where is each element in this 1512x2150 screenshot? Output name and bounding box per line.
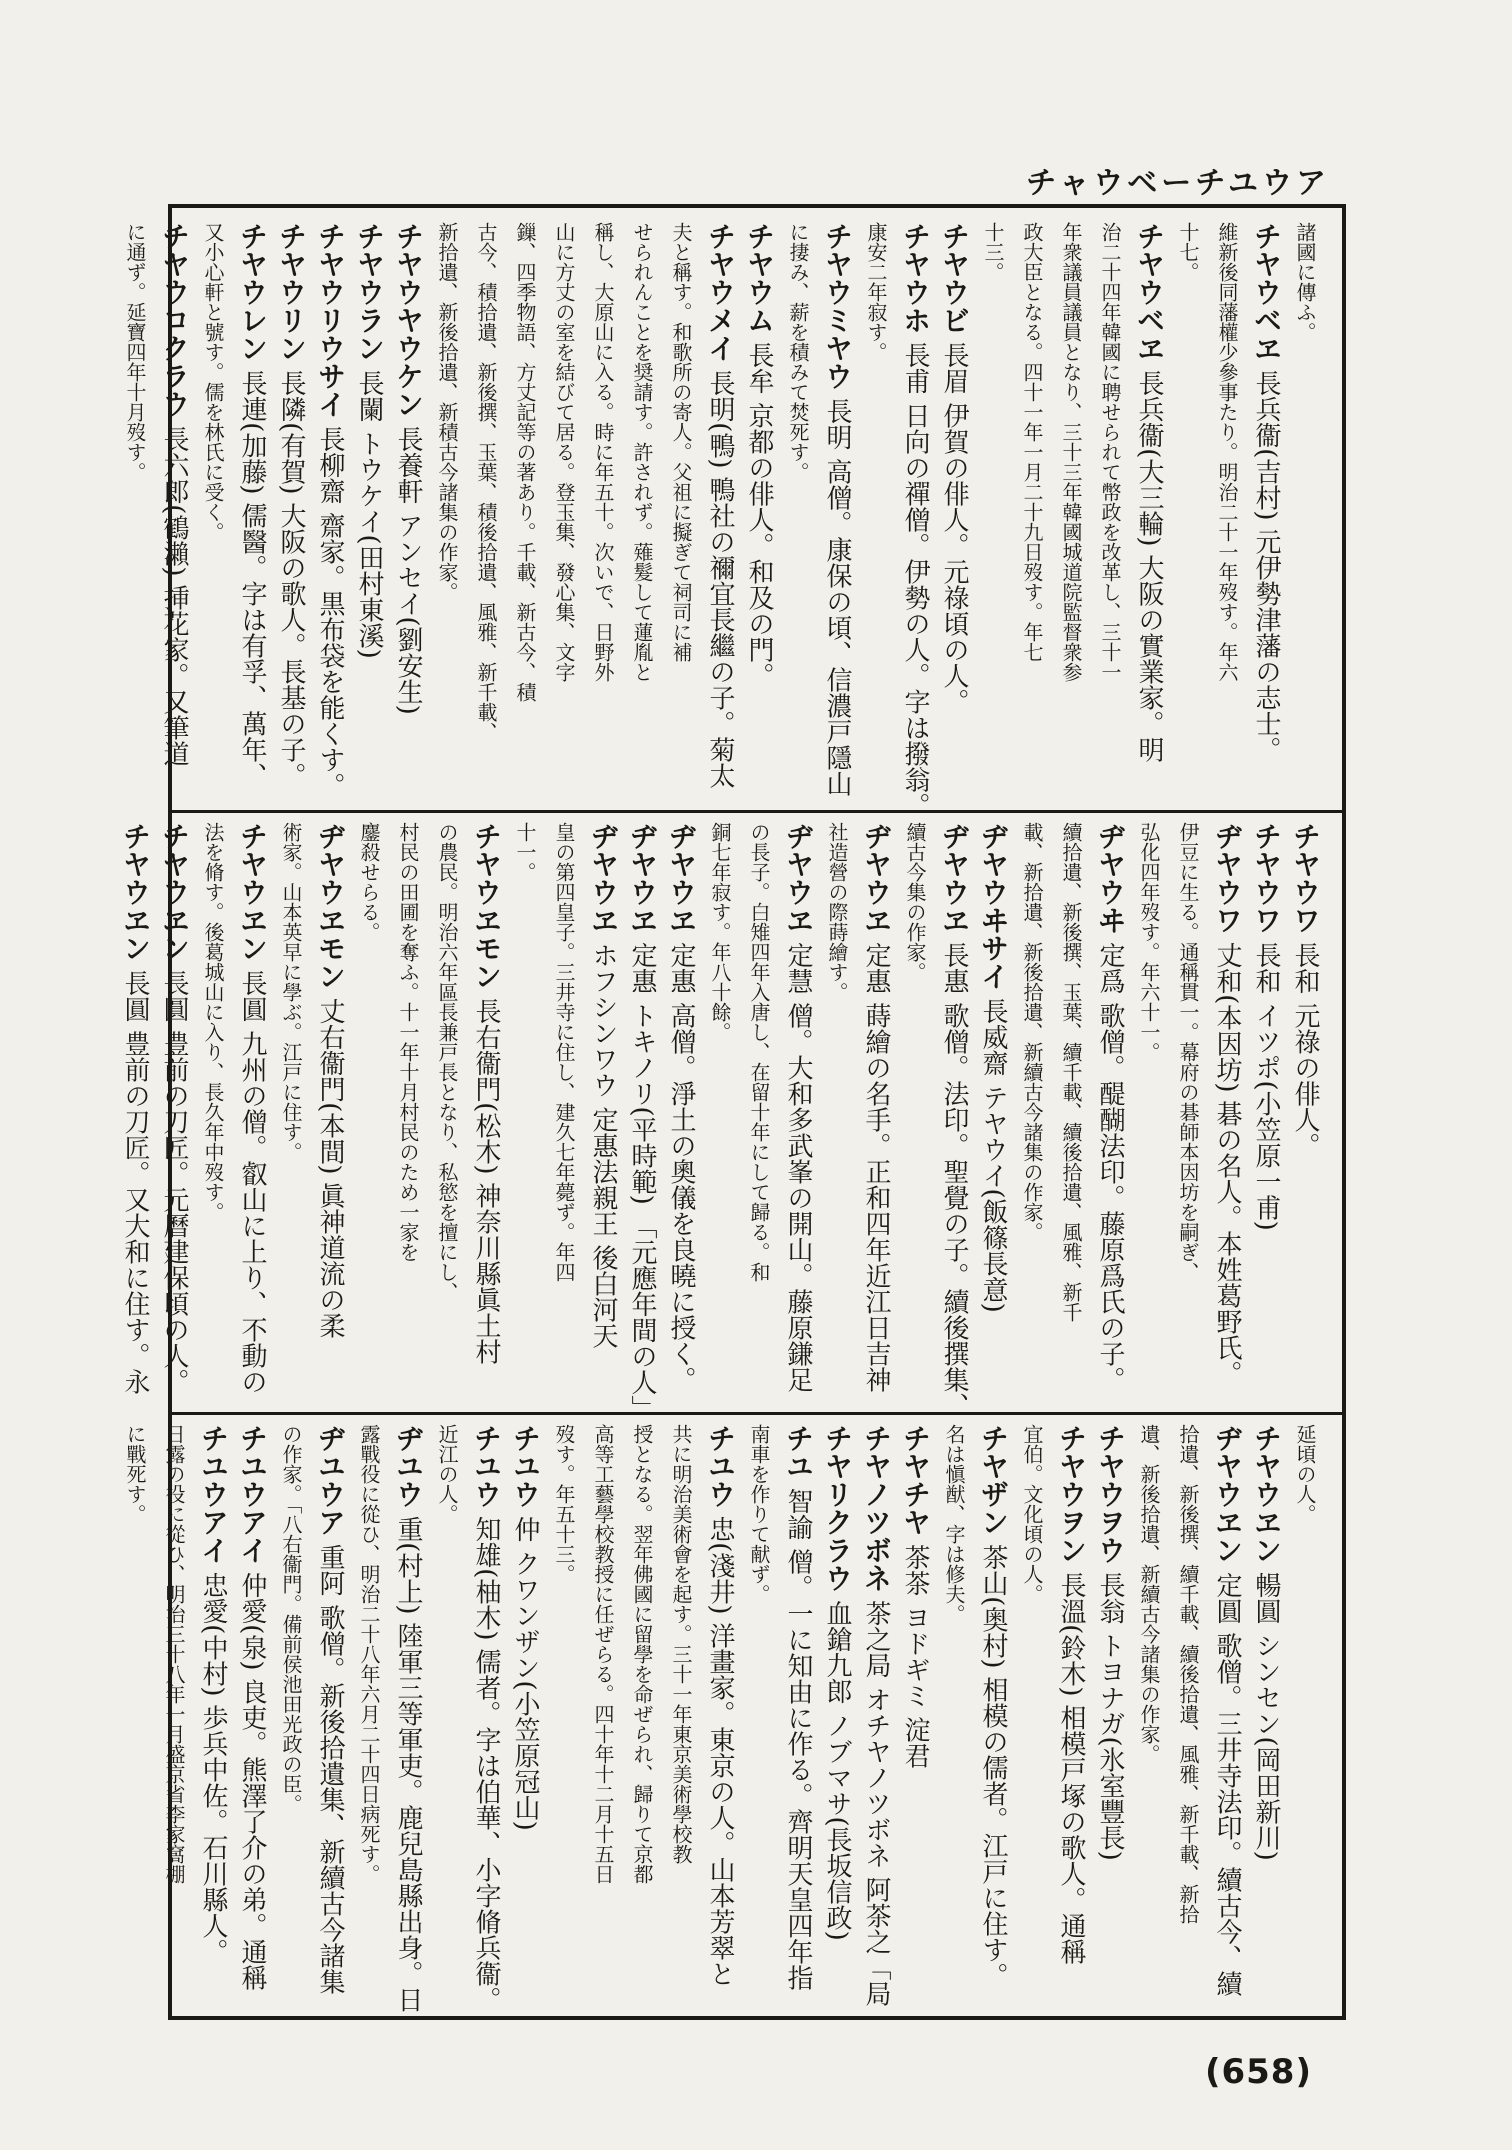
entry-line (584, 822, 622, 1349)
dictionary-page-frame (119, 204, 1346, 2020)
entry-line (155, 822, 193, 1395)
entry-text: 長惠 歌僧。法印。聖覺の子。續後撰集、 (939, 934, 969, 1419)
entry-continuation (545, 822, 583, 1282)
entry-line (857, 822, 895, 1393)
entry-continuation (623, 1424, 661, 1884)
entry-line (974, 822, 1012, 1313)
entry-continuation (1013, 822, 1051, 1242)
entry-text: 高等工藝學校教授に任ぜらる。四十年十二月十五日 (591, 1424, 615, 1884)
entry-text: 又小心軒と號す。儒を林氏に受く。 (201, 222, 225, 542)
entry-line (779, 822, 817, 1393)
entry-text: の農民。明治六年區長兼戸長となり、私慾を擅にし、 (435, 822, 459, 1302)
entry-line (233, 1424, 271, 1991)
entry-text: 茶山(奥村) 相模の儒者。江戸に住す。 (978, 1536, 1008, 1989)
entry-text: 銅七年寂す。年八十餘。 (708, 822, 732, 1042)
entry-text: 鏁、四季物語、方丈記等の著あり。千載、新古今、積 (513, 222, 537, 702)
entry-continuation (1052, 822, 1090, 1322)
entry-continuation (584, 222, 622, 682)
entry-headword: チヤウメイ (704, 222, 737, 362)
entry-text: 長隣(有賀) 大阪の歌人。長基の子。 (276, 362, 306, 789)
entry-text: 長養軒 アンセイ(劉安生) (393, 418, 423, 715)
entry-headword: チユウアイ (236, 1424, 269, 1564)
entry-headword: チヤリクラウ (821, 1424, 854, 1592)
entry-headword: チヤウベヱ (1250, 222, 1283, 362)
entry-headword: チヤウリウサイ (314, 222, 347, 418)
entry-headword: チユウ (509, 1424, 542, 1508)
entry-text: 丈右衞門(本間) 眞神道流の柔 (315, 990, 345, 1339)
entry-text: 長威齋 テヤウイ(飯篠長意) (978, 990, 1008, 1313)
entry-line (1208, 822, 1246, 1387)
entry-text: 政大臣となる。四十一年一月二十九日歿す。年七 (1020, 222, 1044, 662)
running-head: チャウベーチユウア (1026, 166, 1330, 201)
entry-text: 十三。 (981, 222, 1005, 282)
entry-text: 長右衞門(松木) 神奈川縣眞土村 (471, 990, 501, 1365)
entry-headword: チヤノツボネ (860, 1424, 893, 1592)
entry-text: 伊豆に生る。通稱貫一。幕府の碁師本因坊を嗣ぎ、 (1176, 822, 1200, 1282)
entry-headword: ヂヤウヱ (938, 822, 971, 934)
entry-text: 村民の田圃を奪ふ。十一年十月村民のため一家を (396, 822, 420, 1262)
entry-headword: ヂヤウヱ (587, 822, 620, 934)
entry-continuation (272, 1424, 310, 1814)
entry-continuation (1169, 1424, 1207, 1924)
entry-headword: ヂユウ (392, 1424, 425, 1508)
entry-line (779, 1424, 817, 1991)
entry-text: 忠愛(中村) 歩兵中佐。石川縣人。 (198, 1564, 228, 1965)
entry-text: 定圓 歌僧。三井寺法印。續古今、續 (1212, 1564, 1242, 1997)
entry-text: 日露の役に從ひ、明治三十八年一月盛京省李家窩棚 (162, 1424, 186, 1884)
entry-continuation (584, 1424, 622, 1884)
entry-text: 治二十四年韓國に聘せられて幣政を改革し、三十一 (1098, 222, 1122, 682)
entry-continuation (116, 1424, 154, 1524)
entry-text: 社造營の際蒔繪す。 (825, 822, 849, 1002)
entry-text: 載、新拾遺、新後拾遺、新續古今諸集の作家。 (1020, 822, 1044, 1242)
tier-middle (119, 822, 1324, 1422)
entry-text: に捿み、薪を積みて焚死す。 (786, 222, 810, 482)
entry-text: 續拾遺、新後撰、玉葉、續千載、續後拾遺、風雅、新千 (1059, 822, 1083, 1322)
entry-line (389, 1424, 427, 2013)
entry-headword: チヤウヲン (1055, 1424, 1088, 1564)
entry-headword: ヂヤウワ (1211, 822, 1244, 934)
entry-line (896, 1424, 934, 1769)
entry-text: 授となる。翌年佛國に留學を命ぜられ、歸りて京都 (630, 1424, 654, 1884)
entry-text: 遺、新後拾遺、新續古今諸集の作家。 (1137, 1424, 1161, 1764)
entry-headword: チユウ (470, 1424, 503, 1508)
tier-divider (172, 810, 1342, 813)
entry-text: 法を脩す。後葛城山に入り、長久年中歿す。 (201, 822, 225, 1222)
entry-continuation (116, 222, 154, 482)
entry-line (701, 1424, 739, 1987)
entry-continuation (1130, 822, 1168, 1062)
entry-continuation (662, 222, 700, 662)
entry-continuation (779, 222, 817, 482)
entry-continuation (662, 1424, 700, 1864)
entry-text: 長翁 トヨナガ(氷室豐長) (1095, 1564, 1125, 1861)
entry-line (1247, 822, 1285, 1231)
entry-line (1247, 1424, 1285, 1861)
entry-text: 定爲 歌僧。醍醐法印。藤原爲氏の子。 (1095, 934, 1125, 1393)
entry-continuation (506, 822, 544, 882)
entry-text: 長溫(鈴木) 相模戸塚の歌人。通稱 (1056, 1564, 1086, 1965)
tier-top (123, 222, 1324, 819)
entry-continuation (155, 1424, 193, 1884)
entry-text: 重(村上) 陸軍三等軍吏。鹿兒島縣出身。日 (393, 1508, 423, 2013)
entry-headword: ヂヤウヱ (665, 822, 698, 934)
entry-continuation (935, 1424, 973, 1624)
entry-continuation (740, 1424, 778, 1604)
entry-continuation (896, 822, 934, 982)
entry-line (233, 222, 271, 789)
entry-text: 歿す。年五十三。 (552, 1424, 576, 1584)
entry-headword: チヤウロクラウ (158, 222, 191, 418)
entry-continuation (740, 822, 778, 1282)
entry-text: 稱し、大原山に入る。時に年五十。次いで、日野外 (591, 222, 615, 682)
entry-text: ホフシンワウ 定惠法親王 後白河天 (588, 934, 618, 1349)
entry-continuation (1013, 1424, 1051, 1604)
entry-headword: チヤウヤウケン (392, 222, 425, 418)
entry-headword: ヂヤウヱモン (314, 822, 347, 990)
entry-text: 十一。 (513, 822, 537, 882)
entry-headword: ヂヤウヱ (782, 822, 815, 934)
entry-headword: ヂヤウヱ (860, 822, 893, 934)
entry-text: 長眉 伊賀の俳人。元祿頃の人。 (939, 334, 969, 715)
tier-divider (172, 1412, 1342, 1415)
entry-headword: ヂヤウヰサイ (977, 822, 1010, 990)
entry-headword: チヤウミヤウ (821, 222, 854, 390)
entry-line (311, 1424, 349, 1995)
entry-headword: チヤウワ (1250, 822, 1283, 934)
entry-text: 維新後同藩權少參事たり。明治二十一年歿す。年六 (1215, 222, 1239, 682)
entry-text: 古今、積拾遺、新後撰、玉葉、積後拾遺、風雅、新千載、 (474, 222, 498, 742)
entry-text: 長圓 九州の僧。叡山に上り、不動の (237, 962, 267, 1395)
entry-line (311, 222, 349, 799)
entry-line (974, 1424, 1012, 1989)
entry-text: 南車を作りて献ず。 (747, 1424, 771, 1604)
entry-text: 長闌 トウケイ(田村東溪) (354, 362, 384, 659)
entry-text: 知雄(柚木) 儒者。字は伯華、小字脩兵衞。 (471, 1508, 501, 2013)
page-number: (658) (1204, 2052, 1312, 2092)
entry-continuation (1130, 1424, 1168, 1764)
entry-line (311, 822, 349, 1339)
entry-headword: チヤウヱン (158, 822, 191, 962)
entry-line (662, 822, 700, 1393)
entry-text: 長圓 豊前の刀匠。又大和に住す。永 (120, 962, 150, 1395)
entry-headword: ヂヤウヰ (1094, 822, 1127, 934)
entry-text: 丈和(本因坊) 碁の名人。本姓葛野氏。 (1212, 934, 1242, 1387)
entry-text: に通ず。延寶四年十月歿す。 (123, 222, 147, 482)
entry-text: 皇の第四皇子。三井寺に住し、建久七年薨ず。年四 (552, 822, 576, 1282)
entry-headword: チヤウレン (236, 222, 269, 362)
entry-line (194, 1424, 232, 1965)
entry-text: 血鎗九郎 ノブマサ(長坂信政) (822, 1592, 852, 1941)
entry-text: 鏖殺せらる。 (357, 822, 381, 942)
entry-line (350, 222, 388, 659)
entry-headword: チヤウワ (1289, 822, 1322, 934)
entry-text: 茶茶 ヨドギミ 淀君 (900, 1536, 930, 1769)
entry-text: 康安二年寂す。 (864, 222, 888, 362)
entry-line (1091, 1424, 1129, 1861)
entry-continuation (194, 822, 232, 1222)
entry-line (155, 222, 193, 767)
entry-text: 定惠 蒔繪の名手。正和四年近江日吉神 (861, 934, 891, 1393)
entry-line (740, 222, 778, 689)
entry-continuation (428, 222, 466, 602)
entry-text: 暢圓 シンセン(岡田新川) (1251, 1564, 1281, 1861)
entry-text: 新拾遺、新後拾遺、新積古今諸集の作家。 (435, 222, 459, 602)
entry-continuation (350, 822, 388, 942)
entry-continuation (1286, 1424, 1324, 1524)
entry-line (1286, 822, 1324, 1159)
entry-text: 仲 クワンザン(小笠原冠山) (510, 1508, 540, 1831)
entry-line (701, 222, 739, 789)
entry-line (1091, 822, 1129, 1393)
entry-continuation (1013, 222, 1051, 662)
entry-line (935, 222, 973, 715)
entry-text: 名は愼猷、字は修夫。 (942, 1424, 966, 1624)
entry-headword: チヤウヱモン (470, 822, 503, 990)
entry-headword: チヤウヲウ (1094, 1424, 1127, 1564)
entry-text: 長六郎(鶴瀨) 挿花家。又筆道 (159, 418, 189, 767)
entry-continuation (389, 822, 427, 1262)
entry-text: の長子。白雉四年入唐し、在留十年にして歸る。和 (747, 822, 771, 1282)
entry-headword: ヂヤウヱ (626, 822, 659, 934)
entry-continuation (428, 1424, 466, 1524)
entry-text: 續古今集の作家。 (903, 822, 927, 982)
entry-text: 長兵衞(大三輪) 大阪の實業家。明 (1134, 362, 1164, 763)
entry-text: 定慧 僧。大和多武峯の開山。藤原鎌足 (783, 934, 813, 1393)
entry-headword: チヤウム (743, 222, 776, 334)
entry-text: 仲愛(泉) 良吏。熊澤了介の弟。通稱 (237, 1564, 267, 1991)
entry-headword: チユウアイ (197, 1424, 230, 1564)
tier-bottom (123, 1424, 1324, 2013)
entry-text: 山に方丈の室を結びて居る。登玉集、發心集、文字 (552, 222, 576, 682)
entry-line (1247, 222, 1285, 763)
entry-continuation (194, 222, 232, 542)
entry-text: 長連(加藤) 儒醫。字は有孚、萬年、 (237, 362, 267, 789)
entry-line (857, 1424, 895, 2007)
entry-continuation (1208, 222, 1246, 682)
entry-continuation (506, 222, 544, 702)
entry-text: 茶之局 オチヤノツボネ 阿茶之「局 (861, 1592, 891, 2007)
entry-line (623, 822, 661, 1421)
entry-text: 長和 元祿の俳人。 (1290, 934, 1320, 1159)
entry-text: 年衆議員議員となり、三十三年韓國城道院監督衆参 (1059, 222, 1083, 682)
entry-headword: チヤウリン (275, 222, 308, 362)
entry-text: に戰死す。 (123, 1424, 147, 1524)
entry-text: の作家。「八右衞門。備前侯池田光政の臣。 (279, 1424, 303, 1814)
entry-text: 弘化四年歿す。年六十一。 (1137, 822, 1161, 1062)
entry-text: 長明 高僧。康保の頃、信濃戸隱山 (822, 390, 852, 797)
entry-continuation (974, 222, 1012, 282)
entry-headword: チヤザン (977, 1424, 1010, 1536)
entry-continuation (701, 822, 739, 1042)
entry-text: 長兵衞(吉村) 元伊勢津藩の志士。 (1251, 362, 1281, 763)
entry-text: せられんことを奨請す。許されず。薙髮して蓮胤と (630, 222, 654, 682)
entry-continuation (818, 822, 856, 1002)
entry-text: 諸國に傳ふ。 (1293, 222, 1317, 342)
entry-text: 忠(淺井) 洋畫家。東京の人。山本芳翠と (705, 1508, 735, 1987)
entry-continuation (1169, 222, 1207, 282)
entry-text: 拾遺、新後撰、續千載、續後拾遺、風雅、新千載、新拾 (1176, 1424, 1200, 1924)
entry-text: 宜伯。文化頃の人。 (1020, 1424, 1044, 1604)
entry-line (467, 822, 505, 1365)
entry-headword: チヤウヱン (119, 822, 152, 962)
entry-text: 長甫 日向の禪僧。伊勢の人。字は撥翁。 (900, 334, 930, 819)
entry-continuation (545, 1424, 583, 1584)
entry-text: 智諭 僧。一に知由に作る。齊明天皇四年指 (783, 1480, 813, 1991)
entry-continuation (857, 222, 895, 362)
entry-line (818, 222, 856, 797)
entry-line (1208, 1424, 1246, 1997)
entry-line (818, 1424, 856, 1941)
entry-headword: チヤウヱン (1250, 1424, 1283, 1564)
entry-line (272, 222, 310, 789)
entry-headword: チヤウベヱ (1133, 222, 1166, 362)
entry-line (1052, 1424, 1090, 1965)
entry-text: 長圓 豊前の刀匠。元曆建保頃の人。 (159, 962, 189, 1395)
entry-headword: チヤウホ (899, 222, 932, 334)
entry-text: 長明(鴨) 鴨社の禰宜長繼の子。菊太 (705, 362, 735, 789)
entry-headword: チヤウヱン (236, 822, 269, 962)
entry-text: 共に明治美術會を起す。三十一年東京美術學校教 (669, 1424, 693, 1864)
entry-line (116, 822, 154, 1395)
entry-continuation (350, 1424, 388, 1884)
entry-headword: チヤウラン (353, 222, 386, 362)
entry-text: 延頃の人。 (1293, 1424, 1317, 1524)
entry-line (467, 1424, 505, 2013)
entry-text: 十七。 (1176, 222, 1200, 282)
entry-headword: ヂユウア (314, 1424, 347, 1536)
entry-continuation (1286, 222, 1324, 342)
entry-text: 定惠 高僧。淨土の奧儀を良曉に授く。 (666, 934, 696, 1393)
entry-line (935, 822, 973, 1419)
entry-text: 長牟 京都の俳人。和及の門。 (744, 334, 774, 689)
entry-continuation (1052, 222, 1090, 682)
entry-line (896, 222, 934, 819)
entry-text: 夫と稱す。和歌所の寄人。父祖に擬ぎて祠司に補 (669, 222, 693, 662)
entry-continuation (623, 222, 661, 682)
entry-headword: チヤウビ (938, 222, 971, 334)
entry-headword: ヂヤウヱン (1211, 1424, 1244, 1564)
entry-line (389, 222, 427, 715)
entry-text: 露戰役に從ひ、明治二十八年六月二十四日病死す。 (357, 1424, 381, 1884)
entry-headword: チユ (782, 1424, 815, 1480)
entry-text: 長和 イツポ(小笠原一甫) (1251, 934, 1281, 1231)
entry-text: 近江の人。 (435, 1424, 459, 1524)
entry-line (1130, 222, 1168, 763)
entry-text: 長柳齋 齋家。黒布袋を能くす。 (315, 418, 345, 799)
entry-continuation (1091, 222, 1129, 682)
entry-headword: チヤチヤ (899, 1424, 932, 1536)
entry-continuation (545, 222, 583, 682)
entry-line (506, 1424, 544, 1831)
entry-text: 重阿 歌僧。新後拾遺集、新續古今諸集 (315, 1536, 345, 1995)
entry-continuation (1169, 822, 1207, 1282)
entry-continuation (272, 822, 310, 1162)
entry-continuation (467, 222, 505, 742)
entry-continuation (428, 822, 466, 1302)
entry-text: 定惠 トキノリ(平時範) 「元應年間の人」 (627, 934, 657, 1422)
entry-line (233, 822, 271, 1395)
entry-text: 術家。山本英早に學ぶ。江戸に住す。 (279, 822, 303, 1162)
entry-headword: チユウ (704, 1424, 737, 1508)
